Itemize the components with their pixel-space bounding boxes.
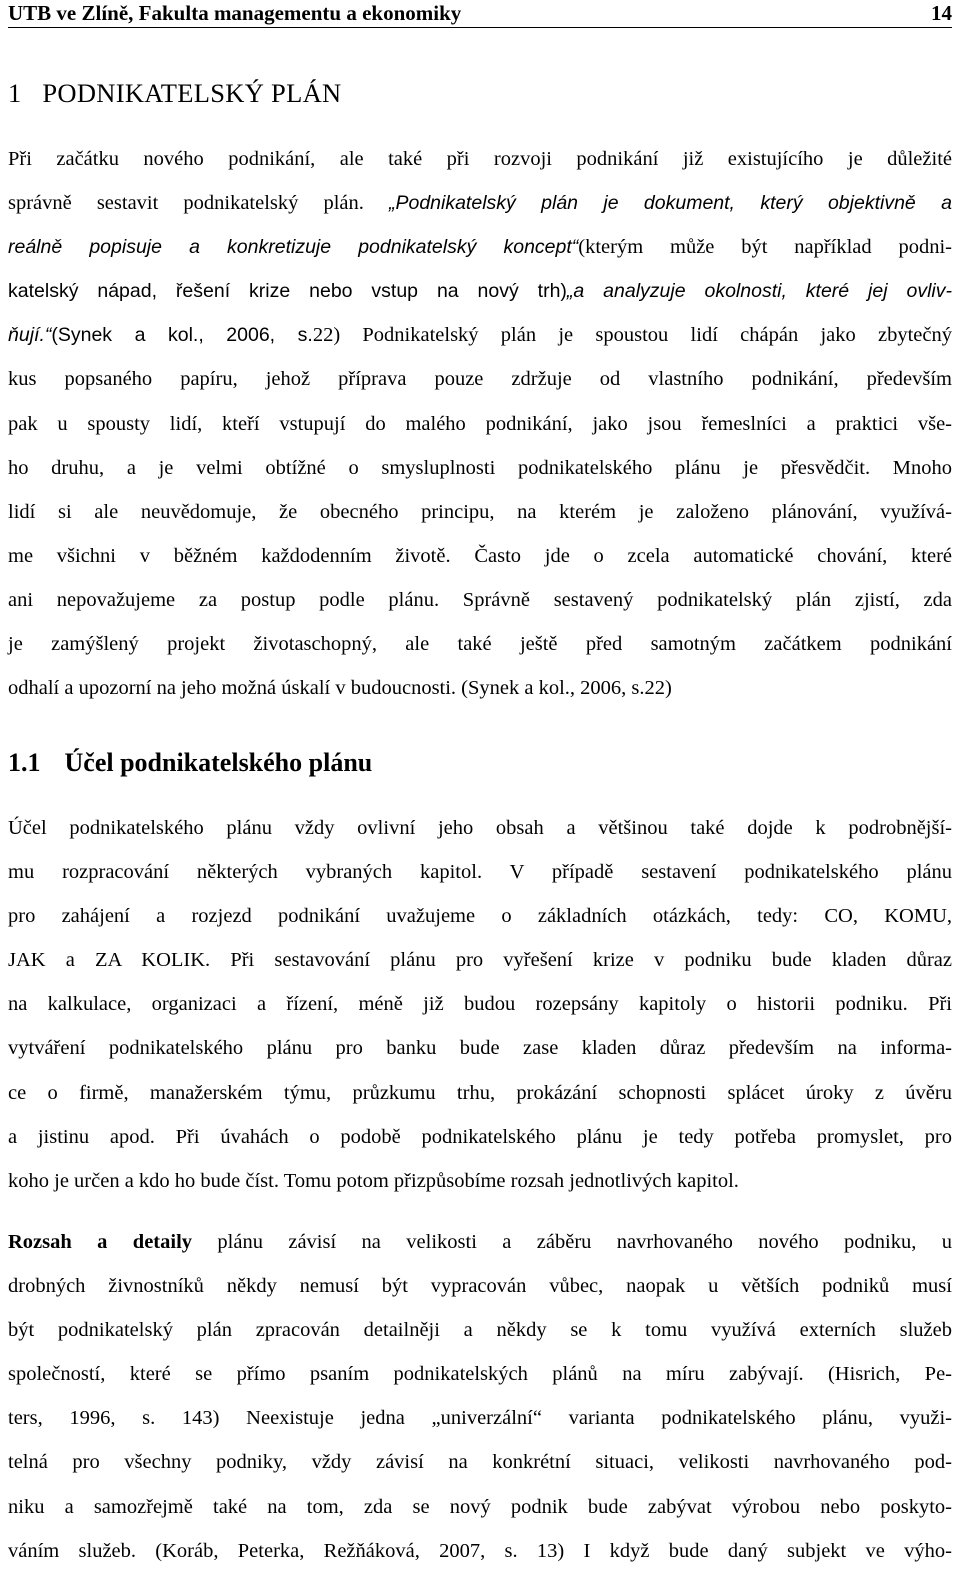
text-line: ho druhu, a je velmi obtížné o smysluplnosti podnikatelského plánu je přesvědčit. Mnoho: [8, 456, 952, 479]
text-line: ters, 1996, s. 143) Neexistuje jedna „univerzální“ varianta podnikatelského plánu, využi-: [8, 1407, 952, 1430]
text-line: drobných živnostníků někdy nemusí být vypracován vůbec, naopak u větších podniků musí: [8, 1275, 952, 1298]
text-line: reálně popisuje a konkretizuje podnikatelský koncept“(kterým může být například podni-: [8, 236, 952, 259]
citation: (Synek a kol., 2006, s.: [51, 324, 313, 347]
section-title: Účel podnikatelského plánu: [64, 748, 373, 777]
text-line: ce o firmě, manažerském týmu, průzkumu trhu, prokázání schopnosti splácet úroky z úvěru: [8, 1081, 952, 1104]
chapter-number: 1: [8, 78, 22, 108]
text-line: niku a samozřejmě také na tom, zda se nový podnik bude zabývat výrobou nebo poskyto-: [8, 1495, 952, 1518]
text-line: mu rozpracování některých vybraných kapitol. V případě sestavení podnikatelského plánu: [8, 861, 952, 884]
chapter-title: PODNIKATELSKÝ PLÁN: [42, 78, 342, 108]
text-line: lidí si ale neuvědomuje, že obecného principu, na kterém je založeno plánování, využívá-: [8, 500, 952, 523]
paragraph-plan-purpose: [8, 806, 952, 1203]
text-line: Při začátku nového podnikání, ale také při rozvoji podnikání již existujícího je důležité: [8, 148, 952, 170]
text-line: a jistinu apod. Při úvahách o podobě podnikatelského plánu je tedy potřeba promyslet, pro: [8, 1125, 952, 1148]
text-line: pro zahájení a rozjezd podnikání uvažujeme o základních otázkách, tedy: CO, KOMU,: [8, 905, 952, 928]
text-line: telná pro všechny podniky, vždy závisí na konkrétní situaci, velikosti navrhovaného pod-: [8, 1451, 952, 1474]
text-line: koho je určen a kdo ho bude číst. Tomu potom přizpůsobíme rozsah jednotlivých kapitol.: [8, 1169, 739, 1192]
text-line: kus popsaného papíru, jehož příprava pouze zdržuje od vlastního podnikání, především: [8, 368, 952, 391]
paragraph-business-plan-intro: [8, 137, 952, 710]
text-line: Účel podnikatelského plánu vždy ovlivní jeho obsah a většinou také dojde k podrobnější-: [8, 817, 952, 839]
text-line: ňují.“(Synek a kol., 2006, s.22) Podnikatelský plán je spoustou lidí chápán jako zbytečný: [8, 324, 952, 347]
section-number: 1.1: [8, 748, 41, 777]
page-number: 14: [931, 1, 952, 25]
quote-text: „Podnikatelský plán je dokument, který objektivně a: [388, 192, 952, 215]
text-line: pak u spousty lidí, kteří vstupují do malého podnikání, jako jsou řemeslníci a praktici vše-: [8, 412, 952, 435]
quote-text: ňují.“: [8, 324, 52, 347]
text-line: je zamýšlený projekt životaschopný, ale také ještě před samotným začátkem podnikání: [8, 633, 952, 656]
text-line: odhalí a upozorní na jeho možná úskalí v budoucnosti. (Synek a kol., 2006, s.22): [8, 677, 672, 700]
text-line: vytváření podnikatelského plánu pro banku bude zase kladen důraz především na informa-: [8, 1037, 952, 1060]
text-line: společností, které se přímo psaním podnikatelských plánů na míru zabývají. (Hisrich, Pe-: [8, 1363, 952, 1386]
text-line: váním služeb. (Koráb, Peterka, Režňáková, 2007, s. 13) I když bude daný subjekt ve výho-: [8, 1539, 952, 1562]
text-line: me všichni v běžném každodenním životě. Často jde o zcela automatické chování, které: [8, 544, 952, 567]
text-line: správně sestavit podnikatelský plán. „Podnikatelský plán je dokument, který objektivně a: [8, 192, 952, 215]
text-line: na kalkulace, organizaci a řízení, méně již budou rozepsány kapitoly o historii podniku. Při: [8, 993, 952, 1016]
text-line: katelský nápad, řešení krize nebo vstup na nový trh)„a analyzuje okolnosti, které jej ovliv-: [8, 280, 952, 303]
bold-term: Rozsah a detaily: [8, 1231, 193, 1253]
text-line: být podnikatelský plán zpracován detailněji a někdy se k tomu využívá externích služeb: [8, 1319, 952, 1342]
running-header: [8, 0, 952, 28]
text-line: JAK a ZA KOLIK. Při sestavování plánu pro vyřešení krize v podniku bude kladen důraz: [8, 949, 952, 972]
paragraph-plan-scope: [8, 1220, 952, 1573]
text-line: Rozsah a detaily plánu závisí na velikosti a záběru navrhovaného nového podniku, u: [8, 1231, 952, 1253]
header-title: UTB ve Zlíně, Fakulta managementu a ekonomiky: [8, 1, 462, 25]
section-heading: [8, 748, 372, 778]
quote-text: „a analyzuje okolnosti, které jej ovliv-: [566, 280, 952, 303]
chapter-heading: [8, 78, 341, 109]
text-line: ani nepovažujeme za postup podle plánu. Správně sestavený podnikatelský plán zjistí, zda: [8, 588, 952, 611]
quote-text: reálně popisuje a konkretizuje podnikatelský koncept“: [8, 236, 579, 259]
